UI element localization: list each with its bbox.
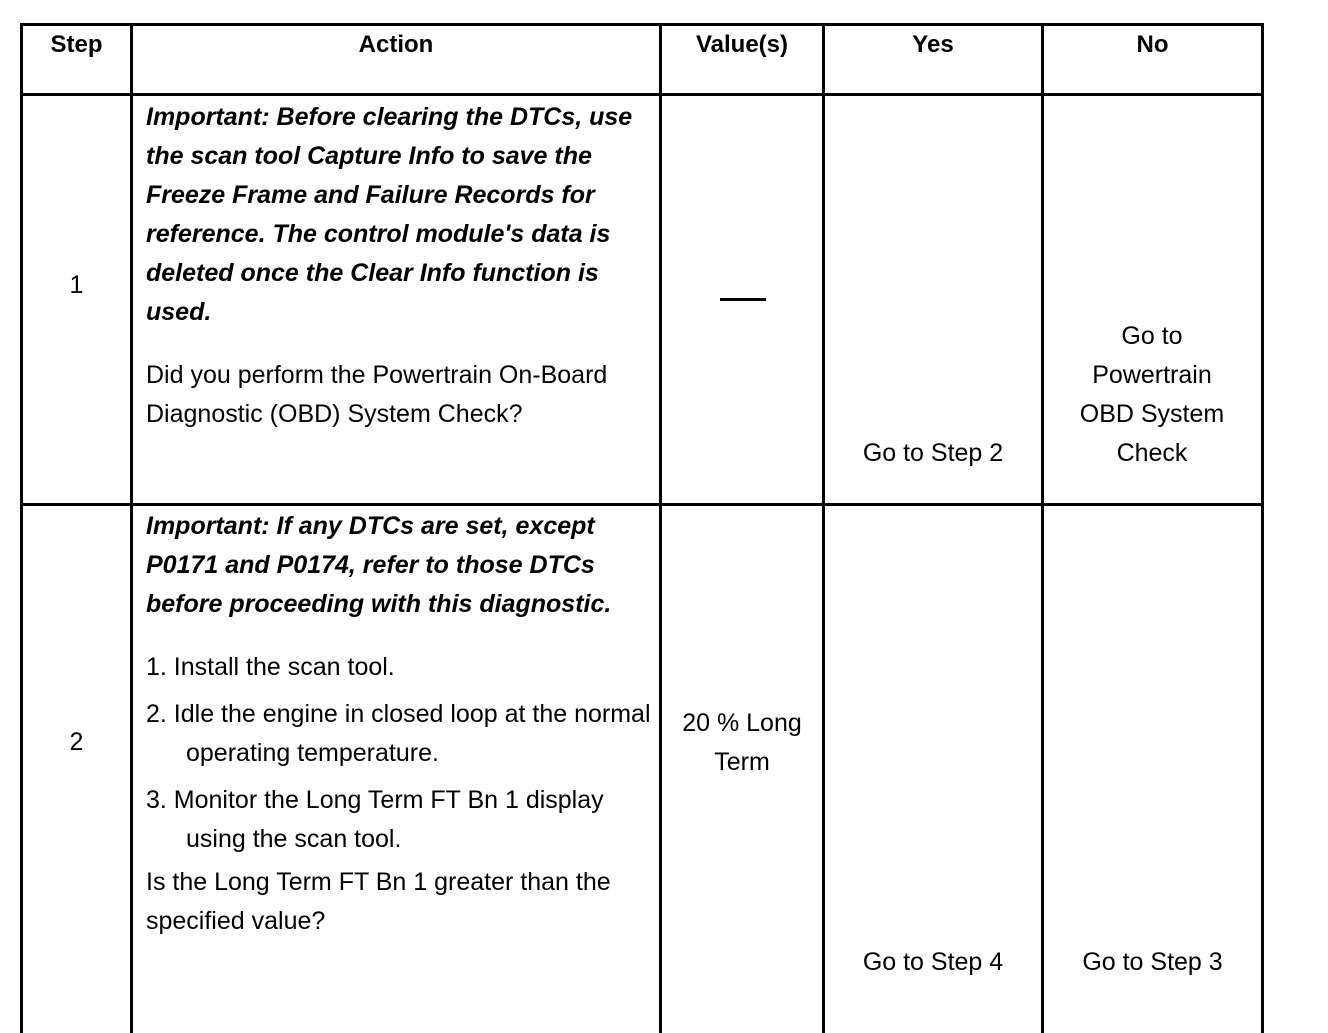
col-divider-4 — [1041, 23, 1044, 1033]
col-divider-1 — [130, 23, 133, 1033]
row1-yes: Go to Step 2 — [862, 439, 1004, 467]
table-border-left — [20, 23, 23, 1033]
row2-instruction-3: 3. Monitor the Long Term FT Bn 1 display using the scan tool. — [146, 786, 604, 853]
row2-step: 2 — [69, 728, 84, 756]
row1-value-dash — [720, 298, 766, 301]
row2-question: Is the Long Term FT Bn 1 greater than the specified value? — [146, 868, 611, 935]
row1-question: Did you perform the Powertrain On-Board Diagnostic (OBD) System Check? — [146, 361, 608, 428]
table-border-top — [20, 23, 1264, 26]
row1-step: 1 — [69, 271, 84, 299]
row2-no: Go to Step 3 — [1082, 948, 1223, 976]
row1-action — [146, 98, 651, 434]
header-yes: Yes — [912, 31, 954, 58]
row2-instruction-1: 1. Install the scan tool. — [146, 653, 395, 681]
header-divider — [20, 93, 1264, 96]
row2-yes: Go to Step 4 — [862, 948, 1004, 976]
header-action: Action — [358, 31, 434, 58]
header-no: No — [1136, 31, 1169, 58]
row1-no: Go to Powertrain OBD System Check — [1079, 322, 1225, 467]
col-divider-3 — [822, 23, 825, 1033]
table-border-right — [1261, 23, 1264, 1033]
header-values: Value(s) — [695, 31, 789, 58]
header-step: Step — [50, 31, 103, 58]
diagnostic-table — [20, 23, 1264, 1033]
row2-instruction-2: 2. Idle the engine in closed loop at the normal operating temperature. — [146, 700, 651, 767]
row2-value: 20 % Long Term — [682, 709, 802, 776]
row1-important-note: Important: Before clearing the DTCs, use the scan tool Capture Info to save the Freeze Frame and Failure Records for reference. The control module's data is deleted once the Clear Info function is used. — [146, 103, 633, 326]
row2-action — [146, 507, 651, 941]
col-divider-2 — [659, 23, 662, 1033]
row-divider — [20, 503, 1264, 506]
row2-important-note: Important: If any DTCs are set, except P0171 and P0174, refer to those DTCs before proceeding with this diagnostic. — [146, 512, 612, 618]
